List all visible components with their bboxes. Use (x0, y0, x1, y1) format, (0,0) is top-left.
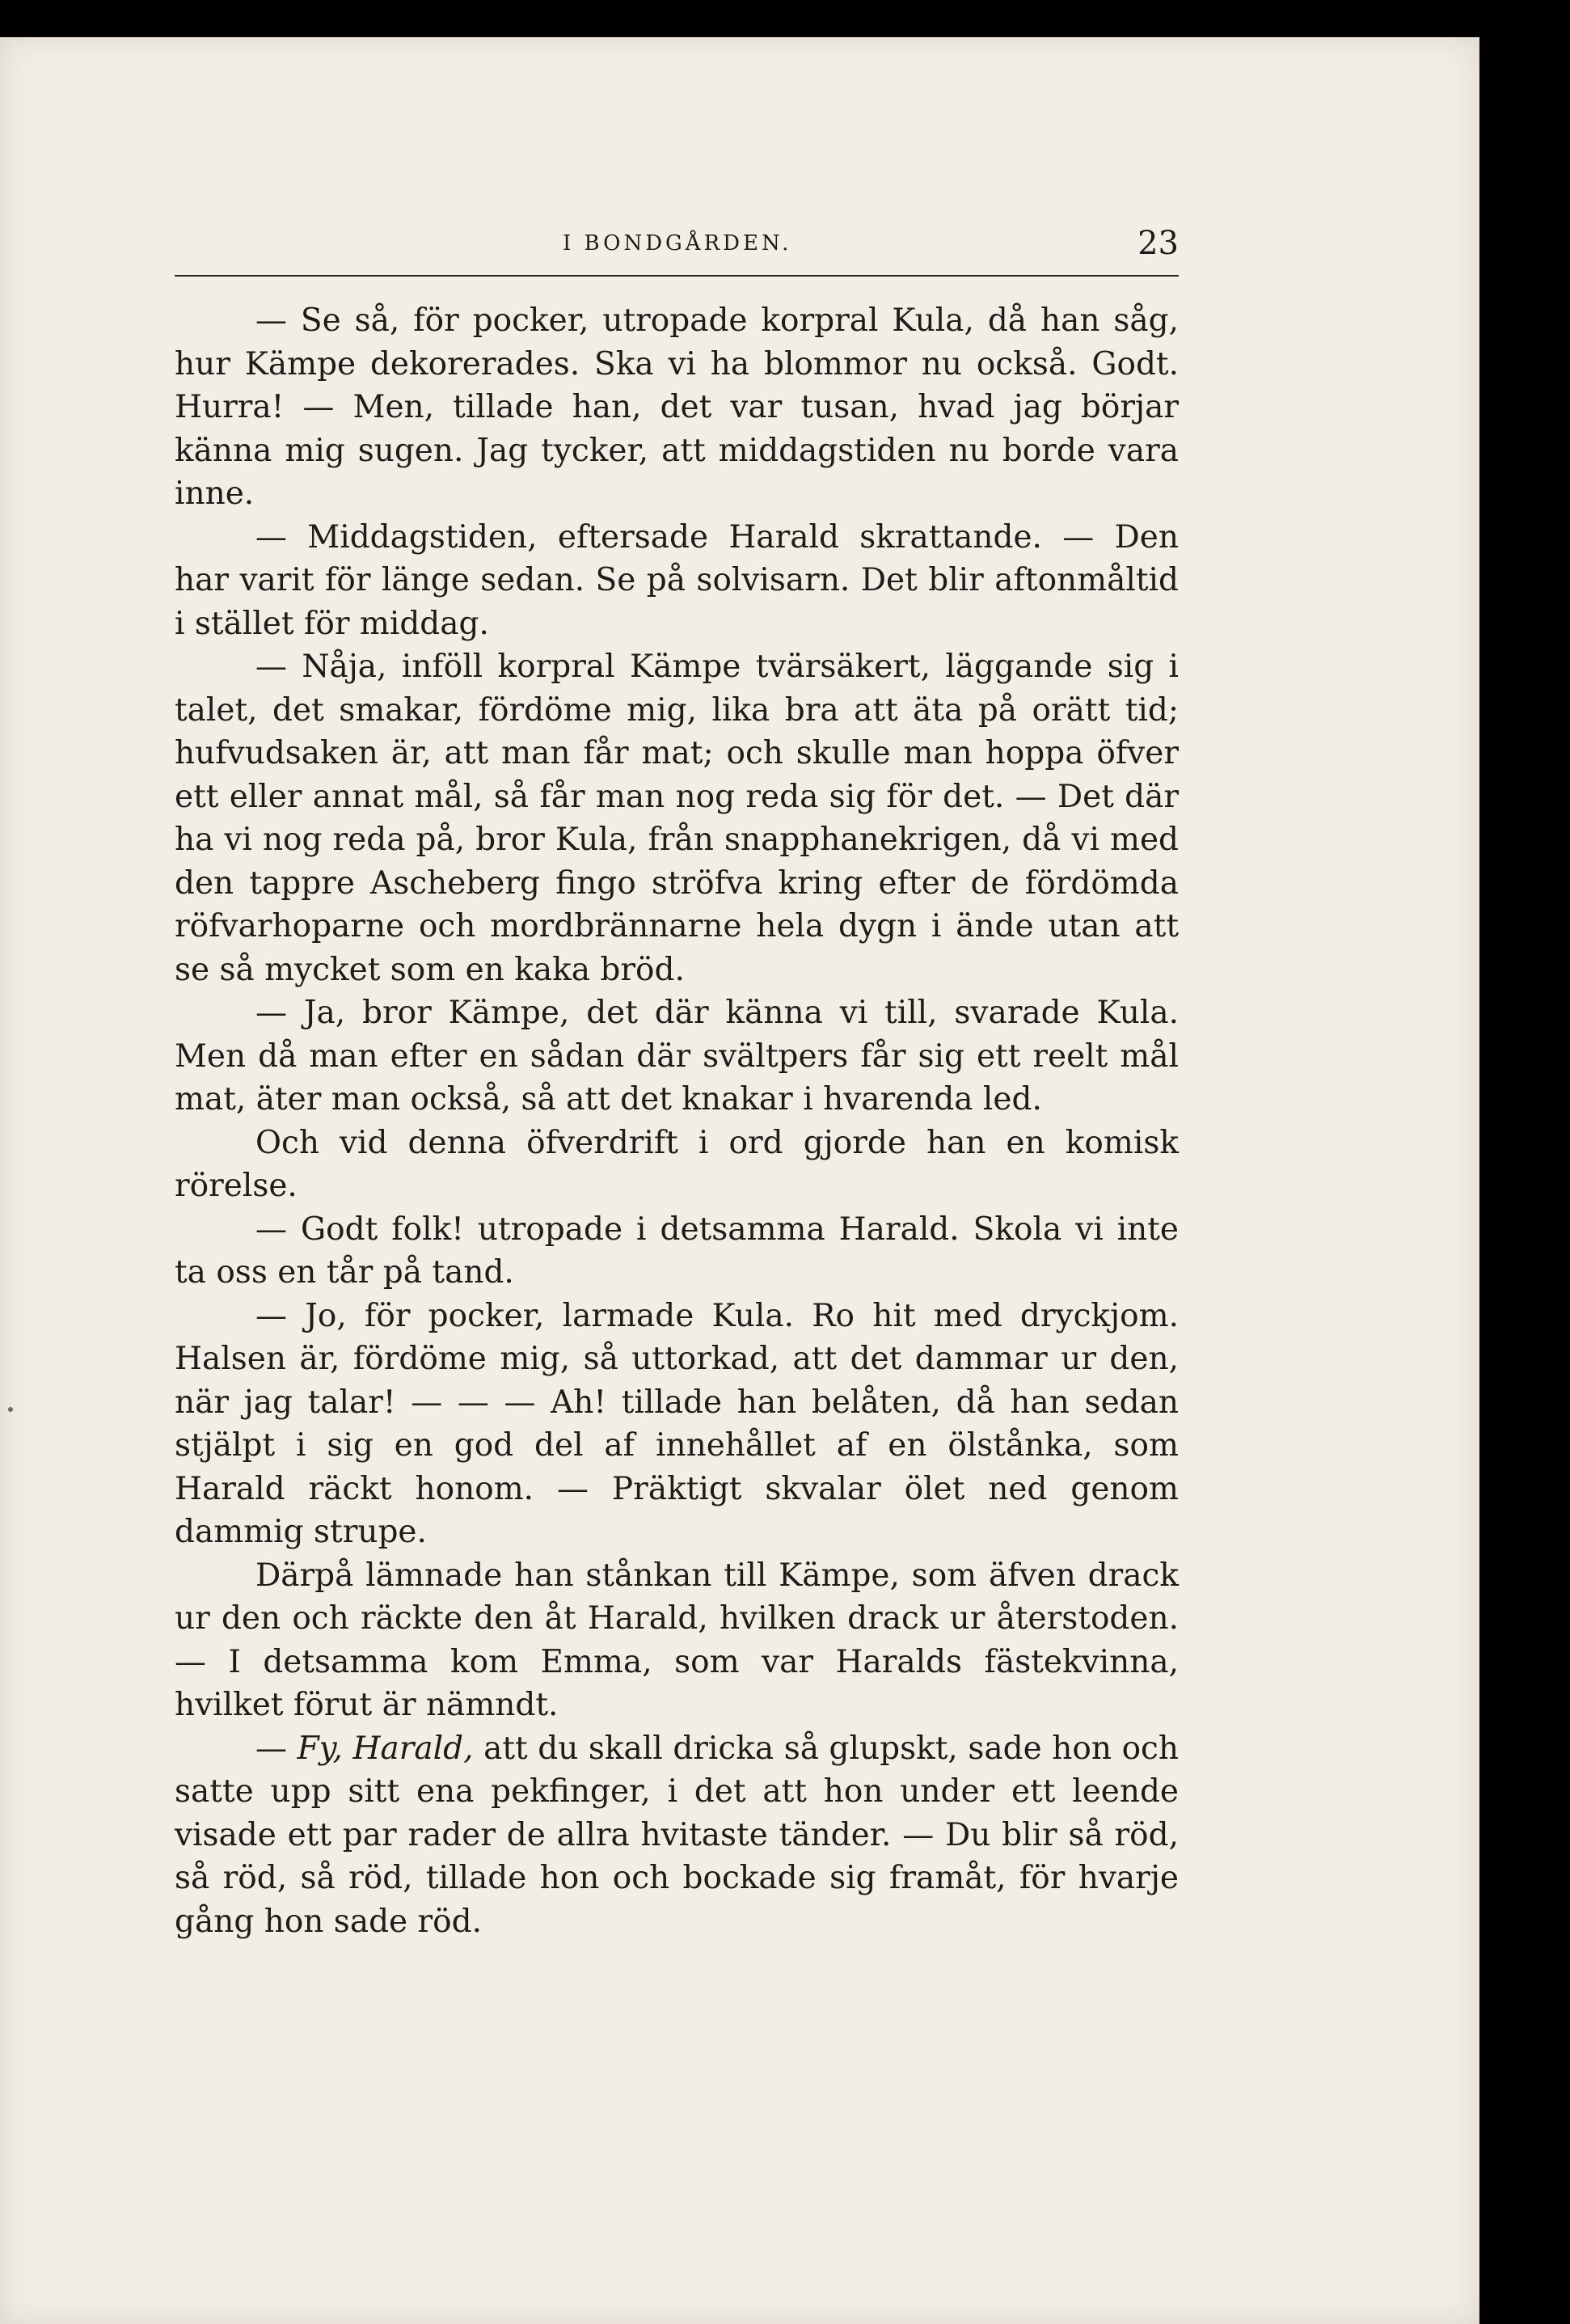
paragraph: Därpå lämnade han stånkan till Kämpe, som äfven drack ur den och räckte den åt Harald, hvilken drack ur återstoden. — I detsamma kom Emma, som var Haralds fästekvinna, hvilket förut är nämndt. (175, 1557, 1179, 1723)
paragraph: — Middagstiden, eftersade Harald skrattande. — Den har varit för länge sedan. Se på solvisarn. Det blir aftonmåltid i stället för middag. (175, 518, 1179, 642)
paper-speck (8, 1407, 13, 1412)
paragraph: — Godt folk! utropade i detsamma Harald. Skola vi inte ta oss en tår på tand. (175, 1211, 1179, 1291)
paragraph (175, 1727, 1179, 1944)
body-text (175, 299, 1179, 1943)
page-number: 23 (1137, 225, 1179, 262)
paragraph: — Nåja, inföll korpral Kämpe tvärsäkert, läggande sig i talet, det smakar, fördöme mig, lika bra att äta på orätt tid; hufvudsaken är, att man får mat; och skulle man hoppa öfver ett eller annat mål, så får man nog reda sig för det. — Det där ha vi nog reda på, bror Kula, från snapphanekrigen, då vi med den tappre Ascheberg fingo ströfva kring efter de fördömda röfvarhoparne och mordbrännarne hela dygn i ände utan att se så mycket som en kaka bröd. (175, 649, 1179, 988)
paragraph-text: att du skall dricka så glupskt, sade hon och satte upp sitt ena pekfinger, i det att hon under ett leende visade ett par rader de allra hvitaste tänder. — Du blir så röd, så röd, så röd, tillade hon och bockade sig framåt, för hvarje gång hon sade röd. (175, 1730, 1180, 1940)
paragraph-lead: — (255, 1730, 298, 1767)
running-title: I BONDGÅRDEN. (563, 231, 792, 256)
paragraph: Och vid denna öfverdrift i ord gjorde han en komisk rörelse. (175, 1124, 1179, 1204)
page-header (175, 196, 1195, 262)
paragraph: — Jo, för pocker, larmade Kula. Ro hit med dryckjom. Halsen är, fördöme mig, så uttorkad, att det dammar ur den, när jag talar! — — — Ah! tillade han belåten, då han sedan stjälpt i sig en god del af innehållet af en ölstånka, som Harald räckt honom. — Präktigt skvalar ölet ned genom dammig strupe. (175, 1297, 1179, 1550)
paragraph: — Ja, bror Kämpe, det där känna vi till, svarade Kula. Men då man efter en sådan där svältpers får sig ett reelt mål mat, äter man också, så att det knakar i hvarenda led. (175, 995, 1179, 1118)
italic-phrase: Fy, Harald, (297, 1730, 474, 1767)
paragraph: — Se så, för pocker, utropade korpral Kula, då han såg, hur Kämpe dekorerades. Ska vi ha blommor nu också. Godt. Hurra! — Men, tillade han, det var tusan, hvad jag börjar känna mig sugen. Jag tycker, att middagstiden nu borde vara inne. (175, 302, 1179, 512)
header-rule (175, 275, 1179, 277)
